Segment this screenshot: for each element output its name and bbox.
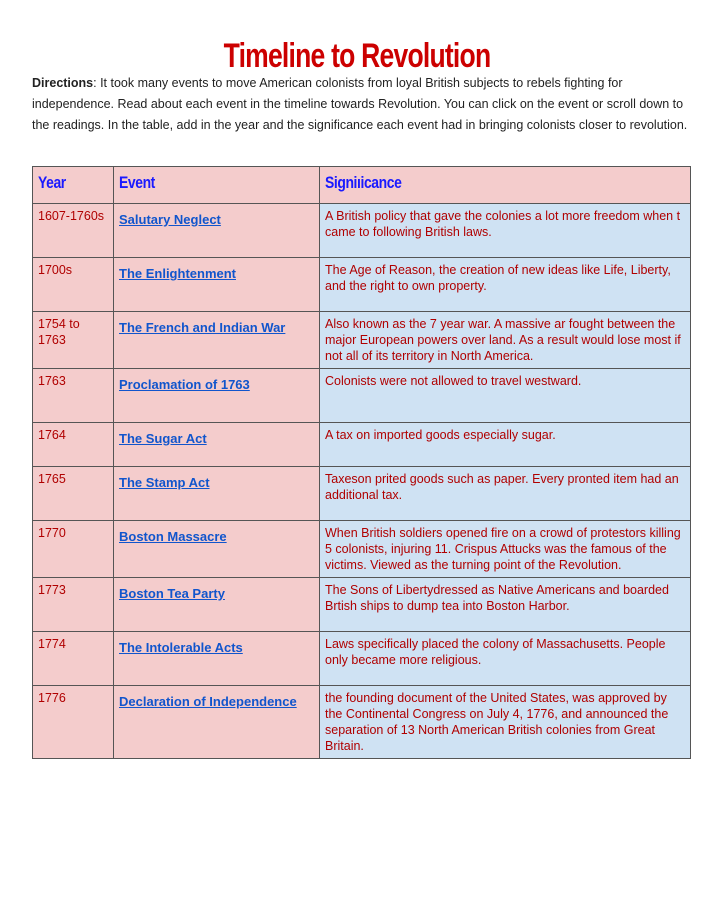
event-cell: [114, 632, 320, 686]
event-link[interactable]: Proclamation of 1763: [119, 377, 250, 392]
event-link[interactable]: The Stamp Act: [119, 475, 210, 490]
timeline-table: [32, 166, 691, 759]
table-row: [33, 423, 691, 467]
year-cell: 1773: [33, 578, 114, 632]
year-cell: 1763: [33, 369, 114, 423]
significance-cell: When British soldiers opened fire on a crowd of protestors killing 5 colonists, injuring 11. Crispus Attucks was the famous of the victims. Viewed as the turning point of the Revolution.: [320, 521, 691, 578]
event-link[interactable]: Boston Tea Party: [119, 586, 225, 601]
directions-paragraph: [32, 73, 692, 136]
event-link[interactable]: The French and Indian War: [119, 320, 286, 335]
year-cell: 1776: [33, 686, 114, 759]
event-link[interactable]: Boston Massacre: [119, 529, 227, 544]
significance-cell: A tax on imported goods especially sugar.: [320, 423, 691, 467]
event-cell: [114, 521, 320, 578]
event-cell: [114, 312, 320, 369]
page-title: Timeline to Revolution: [223, 37, 491, 75]
table-row: [33, 312, 691, 369]
event-link[interactable]: Declaration of Independence: [119, 694, 297, 709]
event-cell: [114, 204, 320, 258]
significance-cell: Also known as the 7 year war. A massive ar fought between the major European powers over land. As a result would lose most if not all of its territory in North America.: [320, 312, 691, 369]
significance-cell: Laws specifically placed the colony of Massachusetts. People only became more religious.: [320, 632, 691, 686]
event-cell: [114, 578, 320, 632]
significance-cell: Colonists were not allowed to travel westward.: [320, 369, 691, 423]
directions-label: Directions: [32, 76, 94, 90]
event-cell: [114, 467, 320, 521]
event-link[interactable]: Salutary Neglect: [119, 212, 221, 227]
year-cell: 1754 to 1763: [33, 312, 114, 369]
year-cell: 1700s: [33, 258, 114, 312]
year-cell: 1774: [33, 632, 114, 686]
directions-text: : It took many events to move American colonists from loyal British subjects to rebels fighting for independence. Read about each event in the timeline towards Revolution. You can click on the event or scroll down to the readings. In the table, add in the year and the significance each event had in bringing colonists closer to revolution.: [32, 76, 688, 132]
table-row: [33, 258, 691, 312]
table-row: [33, 521, 691, 578]
table-row: [33, 578, 691, 632]
significance-cell: A British policy that gave the colonies a lot more freedom when t came to following British laws.: [320, 204, 691, 258]
header-significance: Signiıicance: [320, 167, 691, 204]
table-row: [33, 632, 691, 686]
significance-cell: Taxeson prited goods such as paper. Every pronted item had an additional tax.: [320, 467, 691, 521]
table-row: [33, 467, 691, 521]
header-event: Event: [114, 167, 320, 204]
event-link[interactable]: The Enlightenment: [119, 266, 236, 281]
table-header-row: [33, 167, 691, 204]
header-year: Year: [33, 167, 114, 204]
significance-cell: the founding document of the United States, was approved by the Continental Congress on July 4, 1776, and announced the separation of 13 North American British colonies from Great Britain.: [320, 686, 691, 759]
event-link[interactable]: The Intolerable Acts: [119, 640, 243, 655]
event-cell: [114, 686, 320, 759]
event-cell: [114, 258, 320, 312]
year-cell: 1770: [33, 521, 114, 578]
table-row: [33, 369, 691, 423]
year-cell: 1765: [33, 467, 114, 521]
year-cell: 1764: [33, 423, 114, 467]
table-row: [33, 204, 691, 258]
event-cell: [114, 423, 320, 467]
event-cell: [114, 369, 320, 423]
year-cell: 1607-1760s: [33, 204, 114, 258]
table-row: [33, 686, 691, 759]
event-link[interactable]: The Sugar Act: [119, 431, 207, 446]
significance-cell: The Age of Reason, the creation of new ideas like Life, Liberty, and the right to own property.: [320, 258, 691, 312]
significance-cell: The Sons of Libertydressed as Native Americans and boarded Brtish ships to dump tea into Boston Harbor.: [320, 578, 691, 632]
